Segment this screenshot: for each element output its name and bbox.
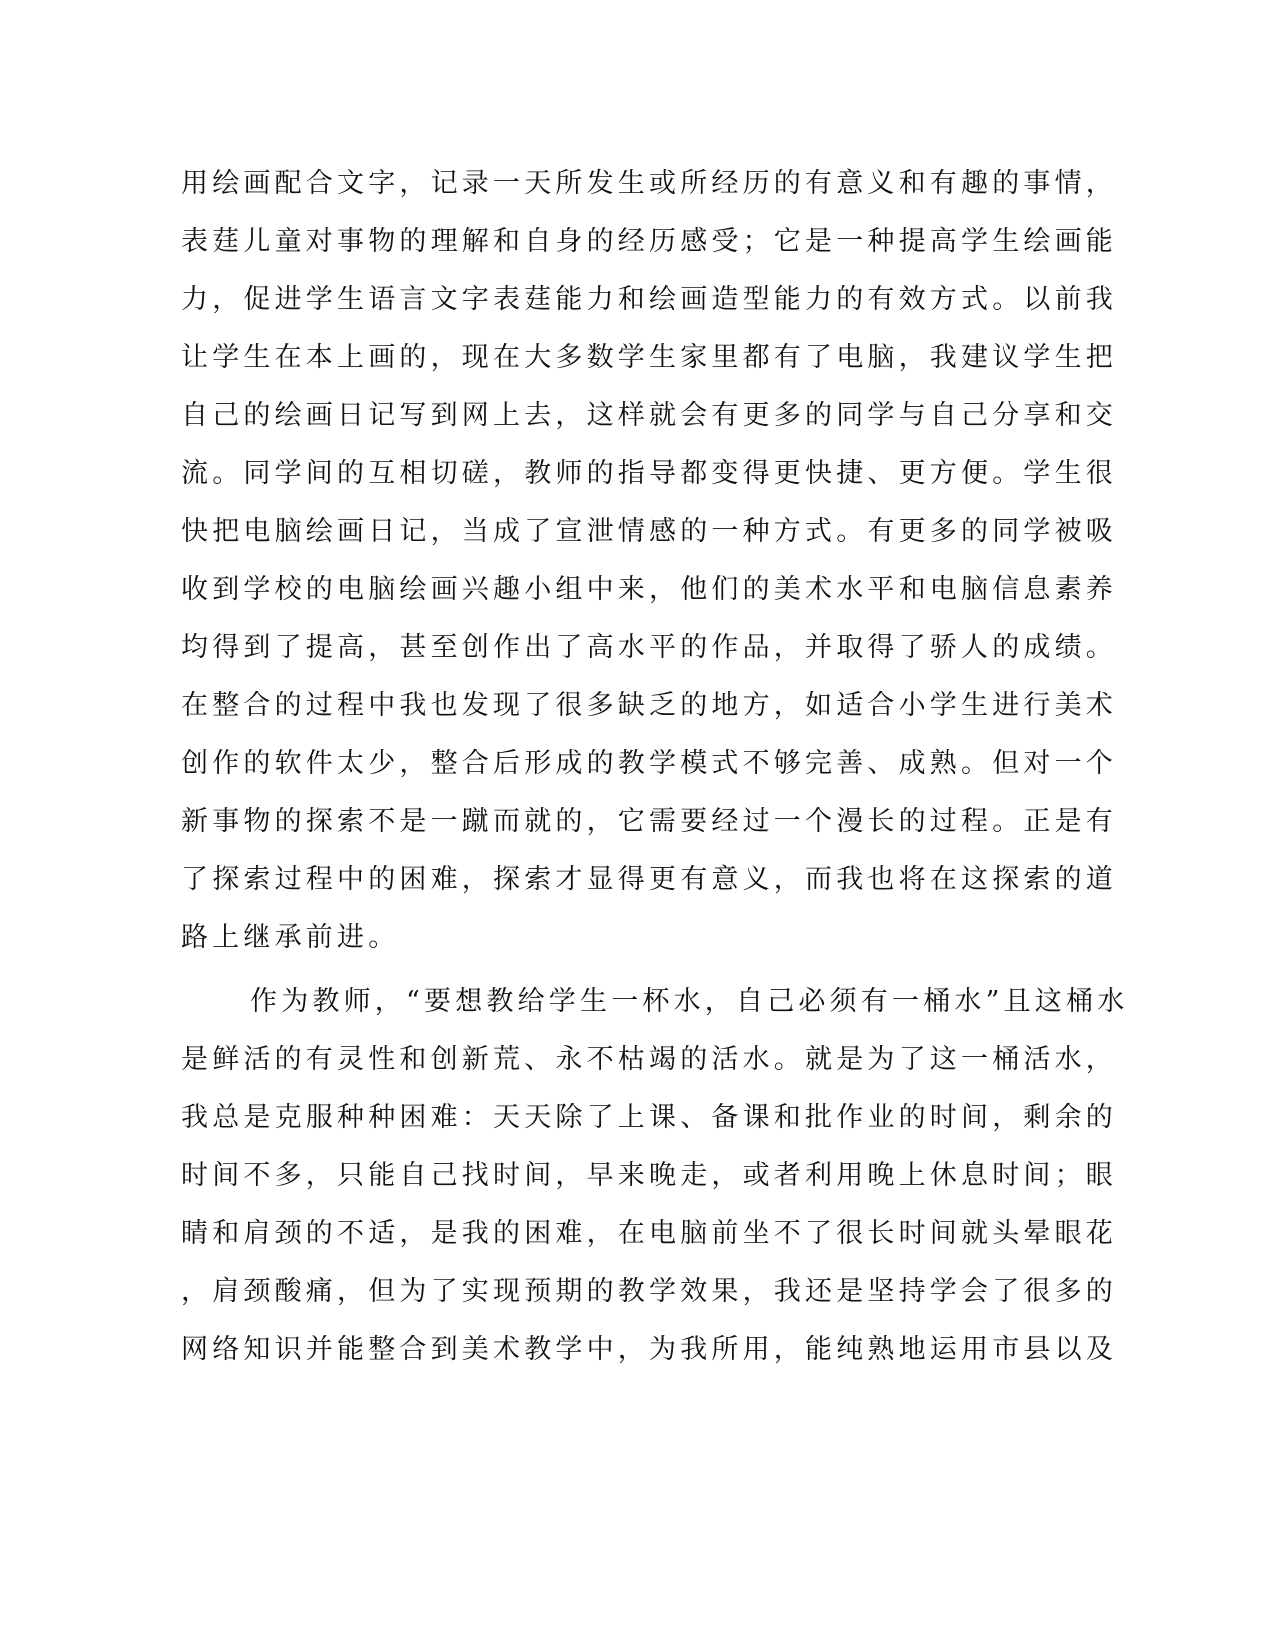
text-line: 时间不多，只能自己找时间，早来晚走，或者利用晚上休息时间；眼 bbox=[181, 1160, 1117, 1191]
text-line: 是鲜活的有灵性和创新荒、永不枯竭的活水。就是为了这一桶活水， bbox=[181, 1044, 1117, 1075]
text-line: 网络知识并能整合到美术教学中，为我所用，能纯熟地运用市县以及 bbox=[181, 1334, 1117, 1365]
text-line: 自己的绘画日记写到网上去，这样就会有更多的同学与自己分享和交 bbox=[181, 400, 1117, 431]
text-line: 快把电脑绘画日记，当成了宣泄情感的一种方式。有更多的同学被吸 bbox=[181, 516, 1117, 547]
text-line: 均得到了提高，甚至创作出了高水平的作品，并取得了骄人的成绩。 bbox=[181, 632, 1117, 663]
text-line: 新事物的探索不是一蹴而就的，它需要经过一个漫长的过程。正是有 bbox=[181, 806, 1117, 837]
text-line: 让学生在本上画的，现在大多数学生家里都有了电脑，我建议学生把 bbox=[181, 342, 1117, 373]
text-line: 路上继承前进。 bbox=[181, 922, 400, 953]
text-line: 我总是克服种种困难：天天除了上课、备课和批作业的时间，剩余的 bbox=[181, 1102, 1117, 1133]
text-line: 睛和肩颈的不适，是我的困难，在电脑前坐不了很长时间就头晕眼花 bbox=[181, 1218, 1117, 1249]
text-line: ，肩颈酸痛，但为了实现预期的教学效果，我还是坚持学会了很多的 bbox=[181, 1276, 1117, 1307]
text-line: 流。同学间的互相切磋，教师的指导都变得更快捷、更方便。学生很 bbox=[181, 458, 1117, 489]
text-line: 力，促进学生语言文字表莛能力和绘画造型能力的有效方式。以前我 bbox=[181, 284, 1117, 315]
text-line: 用绘画配合文字，记录一天所发生或所经历的有意义和有趣的事情， bbox=[181, 168, 1117, 199]
text-line: 了探索过程中的困难，探索才显得更有意义，而我也将在这探索的道 bbox=[181, 864, 1117, 895]
text-line: 表莛儿童对事物的理解和自身的经历感受；它是一种提高学生绘画能 bbox=[181, 226, 1117, 257]
text-line: 收到学校的电脑绘画兴趣小组中来，他们的美术水平和电脑信息素养 bbox=[181, 574, 1117, 605]
paragraph-first-line: 作为教师，“要想教给学生一杯水，自己必须有一桶水”且这桶水 bbox=[250, 986, 1129, 1017]
text-line: 创作的软件太少，整合后形成的教学模式不够完善、成熟。但对一个 bbox=[181, 748, 1117, 779]
text-line: 在整合的过程中我也发现了很多缺乏的地方，如适合小学生进行美术 bbox=[181, 690, 1117, 721]
